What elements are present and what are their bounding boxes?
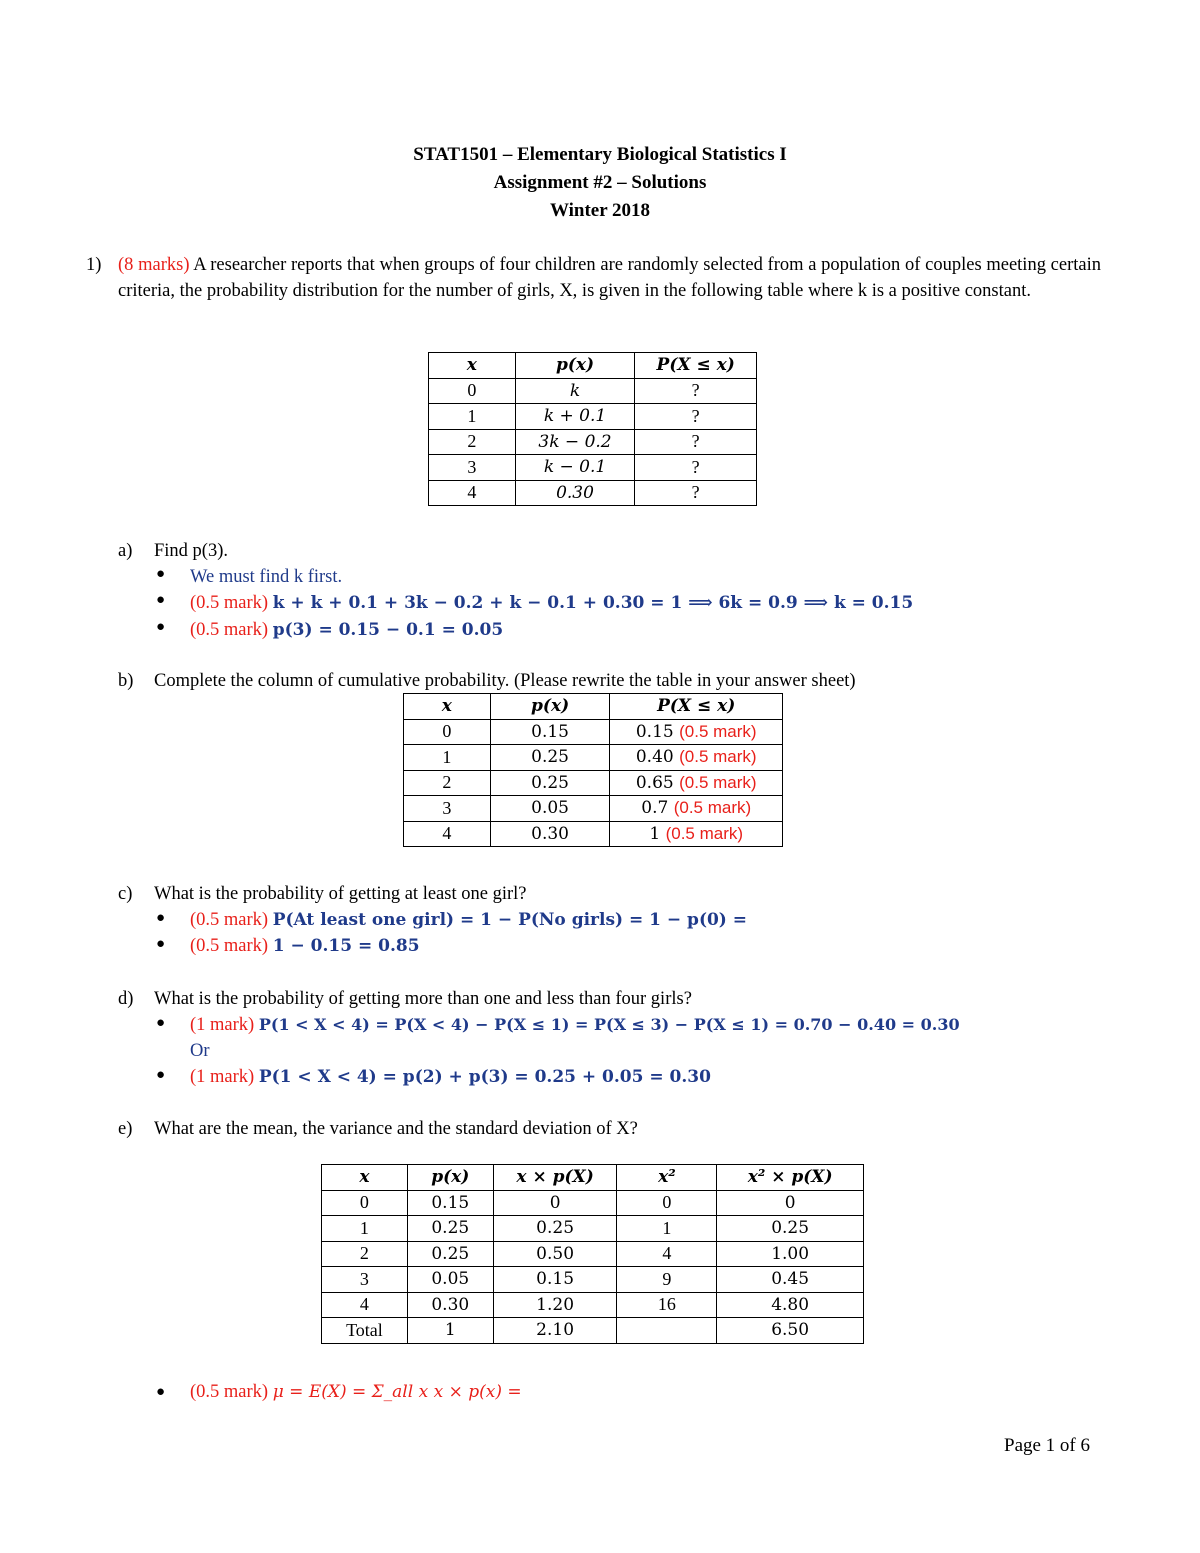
table-cell: 0.30 xyxy=(515,480,635,506)
table-cell: 0 xyxy=(493,1190,617,1216)
table-row xyxy=(404,770,783,796)
table-cell: 1 (0.5 mark) xyxy=(610,821,783,847)
table-cell: 1.20 xyxy=(493,1292,617,1318)
bullet-icon: ● xyxy=(156,936,166,952)
table-cell: 1.00 xyxy=(717,1241,864,1267)
table-row xyxy=(429,404,757,430)
q1-intro xyxy=(118,252,1101,304)
part-c-equation-1: P(At least one girl) = 1 − P(No girls) = 1 − p(0) = xyxy=(272,910,748,930)
part-e-question: What are the mean, the variance and the standard deviation of X? xyxy=(154,1119,638,1139)
table-row xyxy=(404,745,783,771)
table-header-cell: x² × p(X) xyxy=(717,1165,864,1191)
table-row xyxy=(322,1292,864,1318)
probability-table xyxy=(428,352,757,506)
table-cell: 2.10 xyxy=(493,1318,617,1344)
table-cell: ? xyxy=(635,455,757,481)
moments-table-body xyxy=(322,1165,864,1344)
table-header-cell: x xyxy=(404,694,491,720)
table-cell: 0.30 xyxy=(407,1292,493,1318)
part-c-bullet-1 xyxy=(190,907,747,933)
mark-label: (0.5 mark) xyxy=(190,1382,269,1402)
table-cell: 0.05 xyxy=(490,796,610,822)
cumulative-table-body xyxy=(404,694,783,847)
part-e-label: e) xyxy=(118,1119,133,1139)
table-cell: 0.45 xyxy=(717,1267,864,1293)
table-header-cell: p(x) xyxy=(515,353,635,379)
table-cell: 0.05 xyxy=(407,1267,493,1293)
q1-marks: (8 marks) xyxy=(118,255,190,275)
table-cell: 0.25 xyxy=(493,1216,617,1242)
table-cell: 3 xyxy=(429,455,516,481)
table-cell: Total xyxy=(322,1318,408,1344)
moments-table xyxy=(321,1164,864,1344)
table-cell: ? xyxy=(635,378,757,404)
bullet-icon: ● xyxy=(156,910,166,926)
table-cell: 16 xyxy=(617,1292,717,1318)
cumulative-table xyxy=(403,693,783,847)
table-header-cell: x xyxy=(322,1165,408,1191)
table-cell: 0.30 xyxy=(490,821,610,847)
bullet-icon: ● xyxy=(156,1015,166,1031)
part-c-label: c) xyxy=(118,884,133,904)
bullet-icon: ● xyxy=(156,619,166,635)
table-cell: 0.15 xyxy=(407,1190,493,1216)
table-cell: 1 xyxy=(407,1318,493,1344)
table-cell: 4 xyxy=(429,480,516,506)
part-a-label: a) xyxy=(118,541,133,561)
table-cell: k − 0.1 xyxy=(515,455,635,481)
table-cell: 0 xyxy=(429,378,516,404)
mark-label: (1 mark) xyxy=(190,1067,255,1087)
table-cell: k xyxy=(515,378,635,404)
bullet-icon: ● xyxy=(156,1067,166,1083)
table-cell: 0.25 xyxy=(490,745,610,771)
table-header-cell: p(x) xyxy=(490,694,610,720)
mark-label: (0.5 mark) xyxy=(665,823,744,843)
part-d-equation-2: P(1 < X < 4) = p(2) + p(3) = 0.25 + 0.05 = 0.30 xyxy=(258,1067,711,1087)
table-row xyxy=(322,1190,864,1216)
table-cell: 2 xyxy=(429,429,516,455)
table-cell: 4.80 xyxy=(717,1292,864,1318)
part-d-label: d) xyxy=(118,989,134,1009)
table-row xyxy=(404,821,783,847)
table-cell: 0.25 xyxy=(407,1216,493,1242)
part-e-bullet-1 xyxy=(190,1379,522,1405)
table-cell: 9 xyxy=(617,1267,717,1293)
table-cell: 0.25 xyxy=(717,1216,864,1242)
course-title: STAT1501 – Elementary Biological Statistics I xyxy=(413,144,787,165)
table-cell: ? xyxy=(635,404,757,430)
q1-number: 1) xyxy=(86,255,102,275)
table-cell: 0.15 xyxy=(493,1267,617,1293)
table-row xyxy=(429,429,757,455)
part-a-bullet-3 xyxy=(190,617,503,643)
part-c-equation-2: 1 − 0.15 = 0.85 xyxy=(272,936,420,956)
mark-label: (0.5 mark) xyxy=(679,772,757,792)
mark-label: (0.5 mark) xyxy=(679,721,757,741)
probability-table-body xyxy=(429,353,757,506)
mark-label: (0.5 mark) xyxy=(190,910,269,930)
mark-label: (0.5 mark) xyxy=(679,747,757,767)
part-a-bullet-2 xyxy=(190,590,913,616)
table-row xyxy=(322,1267,864,1293)
table-cell: 4 xyxy=(617,1241,717,1267)
mark-label: (1 mark) xyxy=(190,1015,255,1035)
part-d-question: What is the probability of getting more than one and less than four girls? xyxy=(154,989,692,1009)
part-b-question: Complete the column of cumulative probability. (Please rewrite the table in your answer sheet) xyxy=(154,671,856,691)
part-e-equation-mean: μ = E(X) = Σ_all x x × p(x) = xyxy=(272,1382,522,1402)
table-cell xyxy=(617,1318,717,1344)
table-cell: k + 0.1 xyxy=(515,404,635,430)
table-cell: 6.50 xyxy=(717,1318,864,1344)
table-row xyxy=(322,1318,864,1344)
table-cell: 4 xyxy=(404,821,491,847)
part-c-question: What is the probability of getting at least one girl? xyxy=(154,884,527,904)
table-cell: 1 xyxy=(404,745,491,771)
table-header-cell: x² xyxy=(617,1165,717,1191)
table-cell: 3k − 0.2 xyxy=(515,429,635,455)
table-header-row xyxy=(404,694,783,720)
term-title: Winter 2018 xyxy=(549,200,651,221)
part-a-equation-p3: p(3) = 0.15 − 0.1 = 0.05 xyxy=(272,620,504,640)
table-cell: 1 xyxy=(617,1216,717,1242)
table-cell: ? xyxy=(635,429,757,455)
assignment-title: Assignment #2 – Solutions xyxy=(493,172,707,193)
bullet-icon: ● xyxy=(156,592,166,608)
table-cell: 2 xyxy=(322,1241,408,1267)
part-a-question: Find p(3). xyxy=(154,541,228,561)
table-header-cell: x × p(X) xyxy=(493,1165,617,1191)
part-d-or: Or xyxy=(190,1041,210,1061)
table-row xyxy=(322,1216,864,1242)
q1-intro-text: A researcher reports that when groups of four children are randomly selected from a population of couples meeting certain criteria, the probability distribution for the number of girls, X, is given in the following table where k is a positive constant. xyxy=(118,255,1101,301)
table-row xyxy=(429,480,757,506)
table-cell: 4 xyxy=(322,1292,408,1318)
table-cell: 0.15 (0.5 mark) xyxy=(610,719,783,745)
table-row xyxy=(404,796,783,822)
bullet-icon: ● xyxy=(156,566,166,582)
table-cell: 0 xyxy=(404,719,491,745)
table-cell: 0.25 xyxy=(490,770,610,796)
table-header-row xyxy=(322,1165,864,1191)
mark-label: (0.5 mark) xyxy=(673,798,752,818)
part-b-label: b) xyxy=(118,671,134,691)
part-c-bullet-2 xyxy=(190,933,420,959)
part-d-equation-1: P(1 < X < 4) = P(X < 4) − P(X ≤ 1) = P(X ≤ 3) − P(X ≤ 1) = 0.70 − 0.40 = 0.30 xyxy=(258,1015,960,1034)
table-cell: ? xyxy=(635,480,757,506)
table-cell: 0.25 xyxy=(407,1241,493,1267)
table-header-cell: x xyxy=(429,353,516,379)
mark-label: (0.5 mark) xyxy=(190,936,269,956)
table-cell: 1 xyxy=(429,404,516,430)
table-cell: 2 xyxy=(404,770,491,796)
table-cell: 3 xyxy=(322,1267,408,1293)
table-cell: 0 xyxy=(717,1190,864,1216)
table-cell: 0.15 xyxy=(490,719,610,745)
table-cell: 0.50 xyxy=(493,1241,617,1267)
table-header-row xyxy=(429,353,757,379)
part-d-bullet-1 xyxy=(190,1012,960,1038)
table-cell: 0.40 (0.5 mark) xyxy=(610,745,783,771)
page-number: Page 1 of 6 xyxy=(1004,1435,1091,1456)
mark-label: (0.5 mark) xyxy=(190,593,269,613)
table-row xyxy=(322,1241,864,1267)
part-a-bullet-1: We must find k first. xyxy=(190,567,343,587)
table-cell: 0.65 (0.5 mark) xyxy=(610,770,783,796)
part-d-bullet-2 xyxy=(190,1064,711,1090)
table-header-cell: P(X ≤ x) xyxy=(635,353,757,379)
table-cell: 3 xyxy=(404,796,491,822)
table-row xyxy=(404,719,783,745)
table-cell: 0 xyxy=(617,1190,717,1216)
table-cell: 0 xyxy=(322,1190,408,1216)
table-row xyxy=(429,378,757,404)
part-a-equation-k: k + k + 0.1 + 3k − 0.2 + k − 0.1 + 0.30 = 1 ⟹ 6k = 0.9 ⟹ k = 0.15 xyxy=(272,593,914,613)
table-cell: 0.7 (0.5 mark) xyxy=(610,796,783,822)
table-cell: 1 xyxy=(322,1216,408,1242)
bullet-icon: ● xyxy=(156,1384,166,1400)
table-row xyxy=(429,455,757,481)
table-header-cell: P(X ≤ x) xyxy=(610,694,783,720)
mark-label: (0.5 mark) xyxy=(190,620,269,640)
table-header-cell: p(x) xyxy=(407,1165,493,1191)
